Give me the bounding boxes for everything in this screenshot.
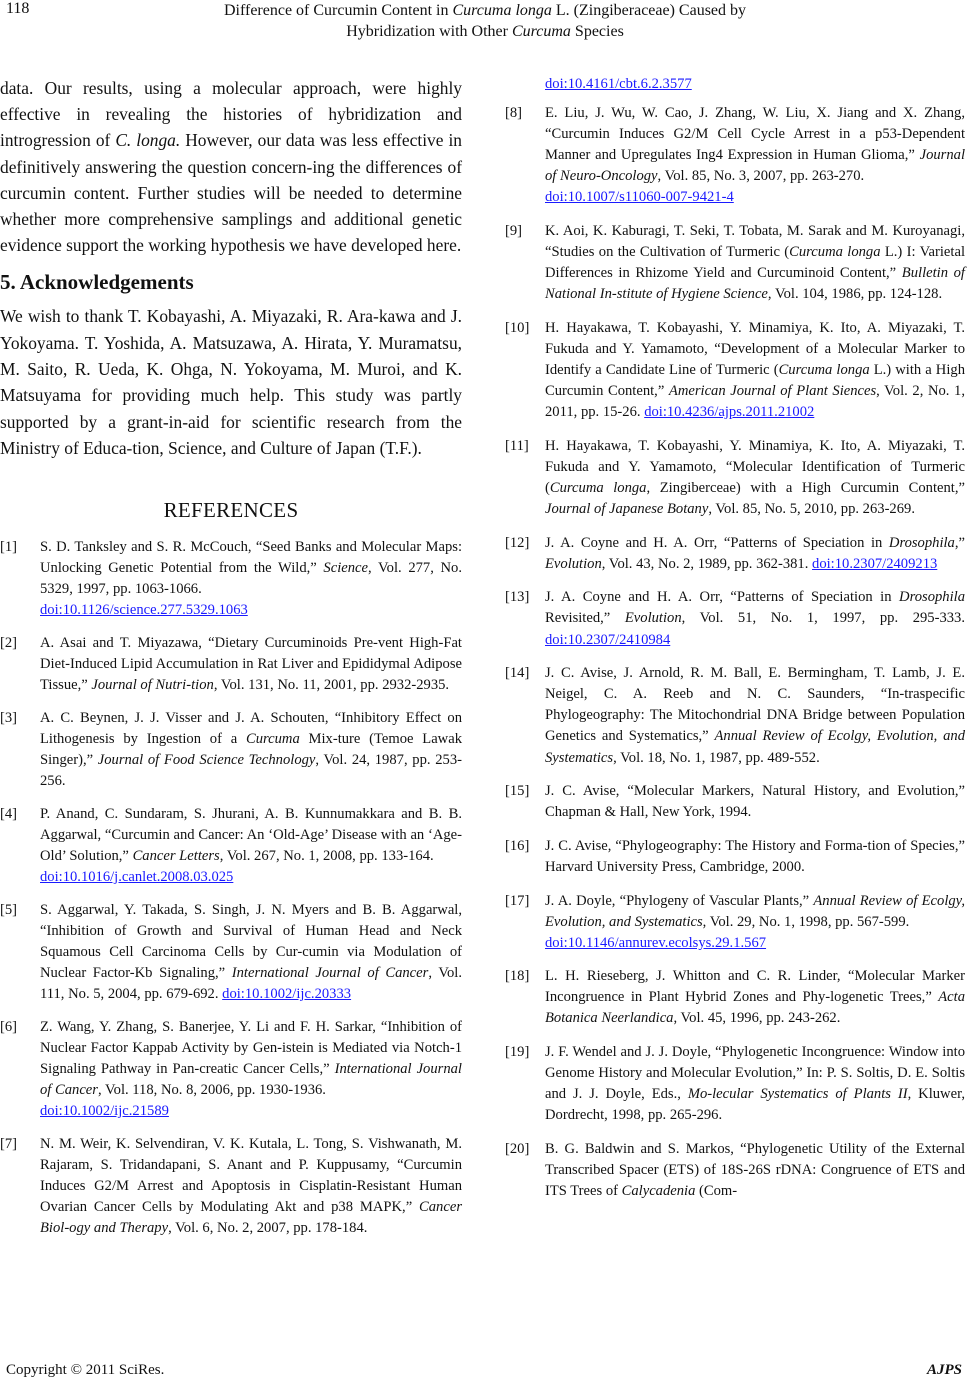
reference-number: [16] (505, 837, 530, 854)
reference-number: [6] (0, 1018, 18, 1035)
reference-number: [1] (0, 539, 18, 556)
title-italic: Curcuma (511, 23, 571, 40)
reference-number: [7] (0, 1135, 18, 1152)
reference-number: [10] (505, 319, 530, 336)
reference-item (0, 1134, 462, 1239)
reference-text: J. F. Wendel and J. J. Doyle, “Phylogenetic Incongruence: Window into Genome History and Molecular Evolution,” In: P. S. Soltis, D. E. Soltis and J. J. Doyle, Eds., Mo-lecular Systematics of Plants II, Kluwer, Dordrecht, 1998, pp. 265-296. (545, 1044, 965, 1124)
reference-text: J. C. Avise, “Phylogeography: The History and Forma-tion of Species,” Harvard University Press, Cambridge, 2000. (545, 837, 965, 875)
reference-text: J. C. Avise, J. Arnold, R. M. Ball, E. Bermingham, T. Lamb, J. E. Neigel, C. A. Reeb and N. C. Saunders, “In-traspecific Phylogeography: The Mitochondrial DNA Bridge between Population Genetics and Systematics,” Annual Review of Ecolgy, Evolution, and Systematics, Vol. 18, No. 1, 1987, pp. 489-552. (545, 665, 965, 766)
reference-text: K. Aoi, K. Kaburagi, T. Seki, T. Tobata, M. Sarak and M. Kuroyanagi, “Studies on the Cultivation of Turmeric (Curcuma longa L.) I: Varietal Differences in Rhizome Yield and Curcuminoid Content,” Bulletin of National In-stitute of Hygiene Science, Vol. 104, 1986, pp. 124-128. (545, 222, 965, 303)
reference-number: [4] (0, 805, 18, 822)
reference-text: A. Asai and T. Miyazawa, “Dietary Curcuminoids Pre-vent High-Fat Diet-Induced Lipid Accumulation in Rat Liver and Epididymal Adipose Tissue,” Journal of Nutri-tion, Vol. 131, No. 11, 2001, pp. 2932-2935. (40, 635, 462, 694)
reference-number: [18] (505, 968, 530, 985)
reference-text: S. D. Tanksley and S. R. McCouch, “Seed Banks and Molecular Maps: Unlocking Genetic Potential from the Wild,” Science, Vol. 277, No. 5329, 1997, pp. 1063-1066. doi:10.1126/science.277.5329.1063 (40, 539, 462, 619)
reference-text: J. A. Coyne and H. A. Orr, “Patterns of Speciation in Drosophila,” Evolution, Vol. 43, No. 2, 1989, pp. 362-381. doi:10.2307/2409213 (545, 534, 965, 572)
page-number: 118 (6, 0, 30, 17)
reference-text: J. C. Avise, “Molecular Markers, Natural History, and Evolution,” Chapman & Hall, New York, 1994. (545, 783, 965, 821)
reference-number: [13] (505, 589, 530, 606)
reference-item (505, 836, 965, 878)
reference-number: [9] (505, 222, 523, 239)
reference-number: [20] (505, 1140, 530, 1157)
title-text: Difference of Curcumin Content in (223, 2, 453, 19)
reference-text: J. A. Coyne and H. A. Orr, “Patterns of Speciation in Drosophila Revisited,” Evolution, Vol. 51, No. 1, 1997, pp. 295-333. doi:10.2307/2410984 (545, 589, 965, 648)
reference-item (505, 781, 965, 823)
title-italic: Curcuma longa (452, 2, 552, 19)
reference-item (0, 900, 462, 1005)
footer-copyright: Copyright © 2011 SciRes. (6, 1362, 165, 1378)
reference-number: [14] (505, 665, 530, 682)
reference-number: [2] (0, 635, 18, 652)
reference-number: [12] (505, 534, 530, 551)
reference-item (505, 1042, 965, 1126)
reference-item (0, 1017, 462, 1122)
doi-link[interactable]: doi:10.4236/ajps.2011.21002 (644, 404, 815, 421)
reference-number: [11] (505, 437, 529, 454)
section-heading-acknowledgements: 5. Acknowledgements (0, 270, 194, 295)
reference-item (505, 533, 965, 575)
reference-item (505, 966, 965, 1029)
acknowledgements-paragraph: We wish to thank T. Kobayashi, A. Miyazaki, R. Ara-kawa and J. Yokoyama. T. Yoshida, A. Matsuzawa, A. Hirata, Y. Muramatsu, M. Saito, R. Ueda, K. Ohga, N. Yokoyama, M. Muroi, and K. Matsuyama for providing much help. This study was partly supported by a grant-in-aid for scientific research from the Ministry of Educa-tion, Science, and Culture of Japan (T.F.). (0, 306, 462, 458)
reference-text: H. Hayakawa, T. Kobayashi, Y. Minamiya, K. Ito, A. Miyazaki, T. Fukuda and Y. Yamamoto, “Molecular Identification of Turmeric (Curcuma longa, Zingiberceae) with a High Curcumin Content,” Journal of Japanese Botany, Vol. 85, No. 5, 2010, pp. 263-269. (545, 437, 965, 518)
reference-text: Z. Wang, Y. Zhang, S. Banerjee, Y. Li and F. H. Sarkar, “Inhibition of Nuclear Factor Kappab Activity by Gen-istein is Mediated via Notch-1 Signaling Pathway in Pan-creatic Cancer Cells,” International Journal of Cancer, Vol. 118, No. 8, 2006, pp. 1930-1936. doi:10.1002/ijc.21589 (40, 1018, 462, 1119)
footer-journal-name: AJPS (926, 1362, 962, 1378)
species-name: C. longa. (115, 130, 181, 151)
reference-text: J. A. Doyle, “Phylogeny of Vascular Plants,” Annual Review of Ecolgy, Evolution, and Systematics, Vol. 29, No. 1, 1998, pp. 567-599. doi:10.1146/annurev.ecolsys.29.1.567 (545, 892, 965, 951)
reference-number: [8] (505, 105, 523, 121)
reference-number: [15] (505, 783, 530, 800)
doi-link[interactable]: doi:10.1007/s11060-007-9421-4 (545, 189, 734, 206)
running-title-line2 (180, 21, 790, 42)
reference-item (505, 891, 965, 954)
text: However, our data was less effective in definitively answering the question concern-ing the differences of curcumin content. Further studies will be needed to determine whether more comprehensive samplings and additional genetic evidence support the working hypothesis we have developed here. (0, 130, 462, 256)
reference-item (0, 537, 462, 621)
reference-item (505, 436, 965, 520)
doi-link[interactable]: doi:10.1146/annurev.ecolsys.29.1.567 (545, 934, 767, 951)
reference-text: A. C. Beynen, J. J. Visser and J. A. Schouten, “Inhibitory Effect on Lithogenesis by Ingestion of a Curcuma Mix-ture (Temoe Lawak Singer),” Journal of Food Science Technology, Vol. 24, 1987, pp. 253-256. (40, 709, 462, 790)
reference-text: E. Liu, J. Wu, W. Cao, J. Zhang, W. Liu, X. Jiang and X. Zhang, “Curcumin Induces G2/M Cell Cycle Arrest in a p53-Dependent Manner and Upregulates Ing4 Expression in Human Glioma,” Journal of Neuro-Oncology, Vol. 85, No. 3, 2007, pp. 263-270. doi:10.1007/s11060-007-9421-4 (545, 105, 965, 206)
doi-link[interactable]: doi:10.1002/ijc.20333 (222, 985, 352, 1002)
doi-link[interactable]: doi:10.2307/2410984 (545, 631, 671, 648)
references-heading: REFERENCES (163, 498, 299, 523)
doi-link[interactable]: doi:10.2307/2409213 (812, 555, 938, 572)
title-text: Species (570, 23, 624, 40)
reference-item (0, 633, 462, 696)
doi-link[interactable]: doi:10.4161/cbt.6.2.3577 (545, 76, 692, 92)
reference-text: H. Hayakawa, T. Kobayashi, Y. Minamiya, K. Ito, A. Miyazaki, T. Fukuda and Y. Yamamoto, “Development of a Molecular Marker to Identify a Candidate Line of Turmeric (Curcuma longa L.) with a High Curcumin Content,” American Journal of Plant Siences, Vol. 2, No. 1, 2011, pp. 15-26. doi:10.4236/ajps.2011.21002 (545, 319, 965, 421)
reference-item (505, 318, 965, 423)
reference-number: [17] (505, 892, 530, 909)
reference-text: N. M. Weir, K. Selvendiran, V. K. Kutala, L. Tong, S. Vishwanath, M. Rajaram, S. Tridandapani, S. Anant and P. Kuppusamy, “Curcumin Induces G2/M Arrest and Apoptosis in Cisplatin-Resistant Human Ovarian Cancer Cells by Modulating Akt and p38 MAPK,” Cancer Biol-ogy and Therapy, Vol. 6, No. 2, 2007, pp. 178-184. (40, 1135, 462, 1236)
text: data. Our results, using a molecular approach, were highly effective in revealing the histories of hybridization and introgression of (0, 78, 462, 151)
reference-item (505, 221, 965, 305)
doi-link[interactable]: doi:10.1016/j.canlet.2008.03.025 (40, 869, 234, 886)
reference-item (505, 103, 965, 208)
title-text: L. (Zingiberaceae) Caused by (551, 2, 747, 19)
doi-link[interactable]: doi:10.1002/ijc.21589 (40, 1102, 169, 1119)
running-title-line1 (180, 0, 790, 21)
reference-number: [19] (505, 1044, 530, 1061)
left-column (0, 75, 462, 1251)
reference-number: [5] (0, 901, 18, 918)
body-paragraph (0, 75, 462, 258)
reference-text: S. Aggarwal, Y. Takada, S. Singh, J. N. Myers and B. B. Aggarwal, “Inhibition of Growth and Survival of Human Head and Neck Squamous Cell Carcinoma Cells by Cur-cumin via Modulation of Nuclear Factor-Kb Signaling,” International Journal of Cancer, Vol. 111, No. 5, 2004, pp. 679-692. doi:10.1002/ijc.20333 (40, 901, 462, 1002)
reference-item (505, 1139, 965, 1202)
reference-number: [3] (0, 709, 18, 726)
doi-link[interactable]: doi:10.1126/science.277.5329.1063 (40, 602, 248, 619)
reference-text: L. H. Rieseberg, J. Whitton and C. R. Linder, “Molecular Marker Incongruence in Plant Hybrid Zones and Phy-logenetic Trees,” Acta Botanica Neerlandica, Vol. 45, 1996, pp. 243-262. (545, 968, 965, 1027)
reference-item (0, 804, 462, 888)
reference-continuation (505, 74, 965, 95)
reference-text: P. Anand, C. Sundaram, S. Jhurani, A. B. Kunnumakkara and B. B. Aggarwal, “Curcumin and Cancer: An ‘Old-Age’ Disease with an ‘Age-Old’ Solution,” Cancer Letters, Vol. 267, No. 1, 2008, pp. 133-164. doi:10.1016/j.canlet.2008.03.025 (40, 805, 462, 886)
reference-item (505, 587, 965, 650)
right-column (505, 74, 965, 1215)
reference-item (0, 708, 462, 792)
reference-item (505, 663, 965, 768)
title-text: Hybridization with Other (346, 23, 512, 40)
reference-text: B. G. Baldwin and S. Markos, “Phylogenetic Utility of the External Transcribed Spacer (ETS) of 18S-26S rDNA: Congruence of ETS and ITS Trees of Calycadenia (Com- (545, 1140, 965, 1200)
running-title (180, 0, 790, 42)
